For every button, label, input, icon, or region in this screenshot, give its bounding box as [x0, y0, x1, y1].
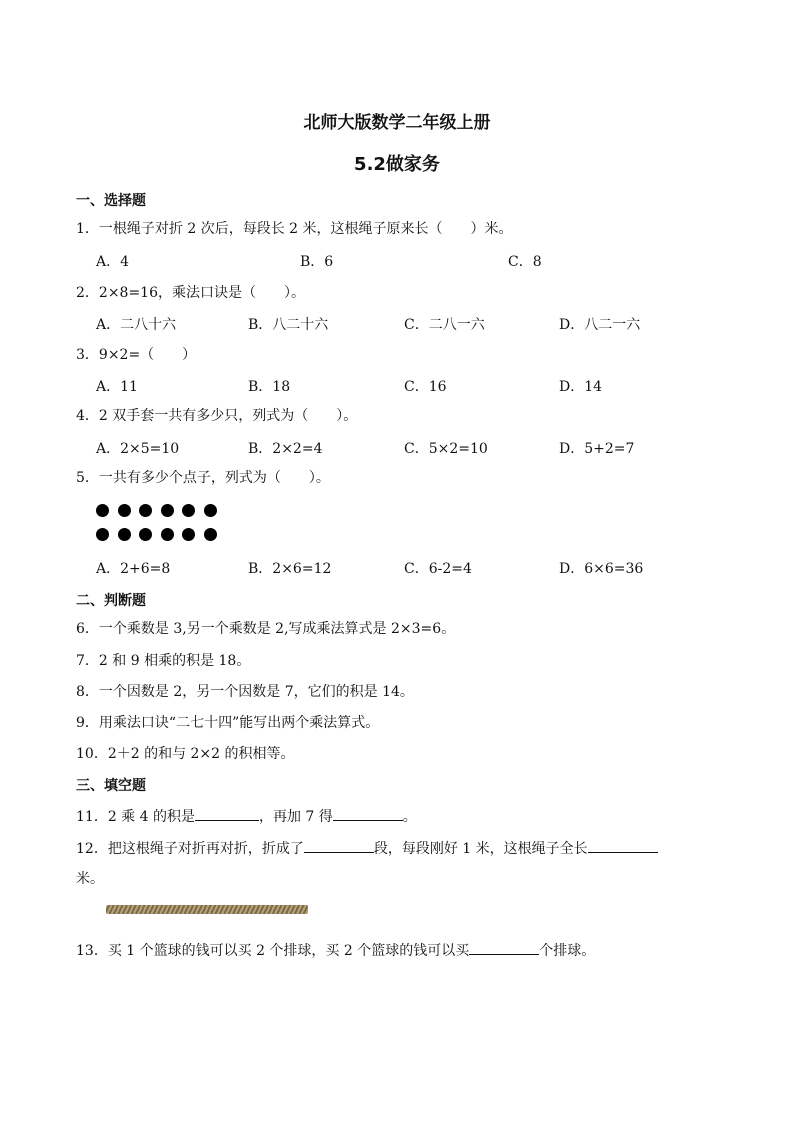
dot: [161, 504, 174, 517]
q4-option-a: A．2×5=10: [96, 441, 180, 457]
dot-row: [96, 526, 225, 550]
dot: [204, 504, 217, 517]
question-10: 10．2＋2 的和与 2×2 的积相等。: [76, 746, 295, 762]
question-3: 3．9×2=（ ）: [76, 347, 197, 363]
q5-option-a: A．2+6=8: [96, 561, 171, 577]
q12-text-2: 段，每段刚好 1 米，这根绳子全长: [373, 841, 588, 857]
dot: [96, 504, 109, 517]
question-4: 4．2 双手套一共有多少只，列式为（ ）。: [76, 408, 358, 424]
q1-option-a: A．4: [96, 254, 130, 270]
section-fill-heading: 三、填空题: [76, 778, 146, 794]
q11-blank-1[interactable]: [195, 806, 259, 821]
section-judge-heading: 二、判断题: [76, 593, 146, 609]
q3-option-a: A．11: [96, 379, 138, 395]
q5-option-c: C．6-2=4: [404, 561, 472, 577]
question-12: [76, 838, 658, 859]
question-1: 1．一根绳子对折 2 次后，每段长 2 米，这根绳子原来长（ ）米。: [76, 221, 513, 237]
q12-text-3: 米。: [76, 871, 104, 887]
dot: [182, 528, 195, 541]
q12-blank-1[interactable]: [304, 838, 374, 853]
question-8: 8．一个因数是 2，另一个因数是 7，它们的积是 14。: [76, 684, 414, 700]
q4-option-d: D．5+2=7: [559, 441, 635, 457]
q11-blank-2[interactable]: [333, 806, 403, 821]
dot: [118, 528, 131, 541]
q5-option-b: B．2×6=12: [248, 561, 332, 577]
question-13: [76, 940, 595, 961]
q12-text-1: 12．把这根绳子对折再对折，折成了: [76, 841, 304, 857]
dot-grid-figure: [96, 502, 225, 550]
question-5: 5．一共有多少个点子，列式为（ ）。: [76, 470, 330, 486]
q1-option-c: C．8: [508, 254, 542, 270]
question-6: 6．一个乘数是 3,另一个乘数是 2,写成乘法算式是 2×3=6。: [76, 621, 456, 637]
q2-option-b: B．八二十六: [248, 317, 329, 333]
q4-option-b: B．2×2=4: [248, 441, 323, 457]
lesson-title: 5.2做家务: [354, 154, 440, 175]
q3-option-b: B．18: [248, 379, 291, 395]
section-choice-heading: 一、选择题: [76, 193, 146, 209]
q3-option-c: C．16: [404, 379, 447, 395]
dot-row: [96, 502, 225, 526]
q2-option-c: C．二八一六: [404, 317, 485, 333]
question-11: [76, 806, 417, 827]
question-7: 7．2 和 9 相乘的积是 18。: [76, 653, 251, 669]
q12-blank-2[interactable]: [588, 838, 658, 853]
dot: [182, 504, 195, 517]
question-9: 9．用乘法口诀“二七十四”能写出两个乘法算式。: [76, 715, 380, 731]
q2-option-d: D．八二一六: [559, 317, 641, 333]
q2-option-a: A．二八十六: [96, 317, 177, 333]
dot: [204, 528, 217, 541]
q1-option-b: B．6: [300, 254, 334, 270]
q4-option-c: C．5×2=10: [404, 441, 488, 457]
page-title: 北师大版数学二年级上册: [303, 113, 491, 133]
dot: [139, 528, 152, 541]
q5-option-d: D．6×6=36: [559, 561, 644, 577]
q11-text-3: 。: [402, 809, 417, 825]
dot: [161, 528, 174, 541]
q11-text-2: ，再加 7 得: [258, 809, 333, 825]
question-2: 2．2×8=16，乘法口诀是（ ）。: [76, 285, 305, 301]
q13-text-2: 个排球。: [539, 943, 596, 959]
dot: [118, 504, 131, 517]
q13-text-1: 13．买 1 个篮球的钱可以买 2 个排球，买 2 个篮球的钱可以买: [76, 943, 470, 959]
rope-figure: [106, 905, 308, 914]
q3-option-d: D．14: [559, 379, 603, 395]
dot: [96, 528, 109, 541]
q11-text-1: 11．2 乘 4 的积是: [76, 809, 195, 825]
dot: [139, 504, 152, 517]
q13-blank-1[interactable]: [469, 940, 539, 955]
